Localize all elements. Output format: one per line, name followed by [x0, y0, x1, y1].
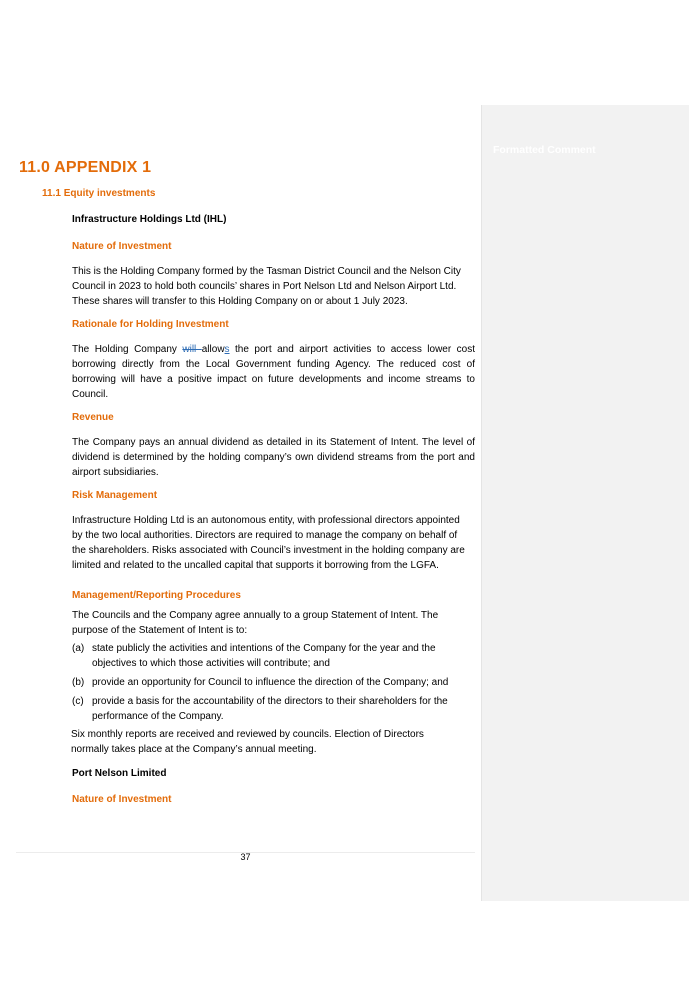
list-item-label: (b)	[72, 677, 85, 688]
list-item-text: state publicly the activities and intentions of the Company for the year and the objectives to which those activities will contribute; and	[92, 643, 436, 669]
comment-pane	[481, 105, 689, 901]
ihl-revenue-text: The Company pays an annual dividend as detailed in its Statement of Intent. The level of dividend is determined by the holding company’s own dividend streams from the port and airport subsidiaries.	[72, 437, 475, 478]
list-item-text: provide a basis for the accountability of the directors to their shareholders for the performance of the Company.	[92, 696, 448, 722]
comment-pane-title: Formatted Comment	[493, 144, 596, 156]
port-nelson-nature-heading: Nature of Investment	[72, 794, 172, 805]
page-number: 37	[240, 852, 251, 862]
ihl-rationale-heading: Rationale for Holding Investment	[72, 319, 229, 330]
list-item	[72, 675, 475, 690]
ihl-title: Infrastructure Holdings Ltd (IHL)	[72, 214, 227, 225]
ihl-management-heading: Management/Reporting Procedures	[72, 590, 241, 601]
ihl-nature-heading: Nature of Investment	[72, 241, 172, 252]
ihl-rationale-text	[72, 342, 475, 402]
port-nelson-title: Port Nelson Limited	[72, 768, 167, 779]
ihl-risk-text: Infrastructure Holding Ltd is an autonomous entity, with professional directors appointed by the two local authorities. Directors are required to manage the company on behalf of the shareholders. Risks associated with Council’s investment in the holding company are limited and related to the uncalled capital that supports it borrowing from the LGFA.	[72, 515, 465, 571]
ihl-management-intro: The Councils and the Company agree annually to a group Statement of Intent. The purpose of the Statement of Intent is to:	[72, 610, 439, 636]
tracked-insertion[interactable]: s	[224, 344, 230, 355]
ihl-management-outro: Six monthly reports are received and reviewed by councils. Election of Directors normally takes place at the Company’s annual meeting.	[71, 729, 424, 755]
rationale-text-end: the port and airport activities to access lower cost borrowing directly from the Local Government funding Agency. The reduced cost of borrowing will have a positive impact on future developments and income streams to Council.	[72, 344, 476, 400]
rationale-text-mid: allow	[201, 344, 225, 355]
list-item-label: (a)	[72, 643, 85, 654]
ihl-nature-text: This is the Holding Company formed by the Tasman District Council and the Nelson City Council in 2023 to hold both councils’ shares in Port Nelson Ltd and Nelson Airport Ltd. These shares will transfer to this Holding Company on or about 1 July 2023.	[72, 266, 461, 307]
rationale-text-start: The Holding Company	[72, 344, 183, 355]
appendix-heading: 11.0 APPENDIX 1	[19, 159, 152, 176]
list-item	[72, 694, 475, 724]
list-item	[72, 641, 475, 671]
ihl-risk-heading: Risk Management	[72, 490, 158, 501]
list-item-text: provide an opportunity for Council to influence the direction of the Company; and	[92, 677, 449, 688]
tracked-deletion[interactable]: will	[182, 344, 202, 355]
ihl-revenue-heading: Revenue	[72, 412, 114, 423]
equity-investments-heading: 11.1 Equity investments	[42, 188, 156, 199]
list-item-label: (c)	[72, 696, 84, 707]
